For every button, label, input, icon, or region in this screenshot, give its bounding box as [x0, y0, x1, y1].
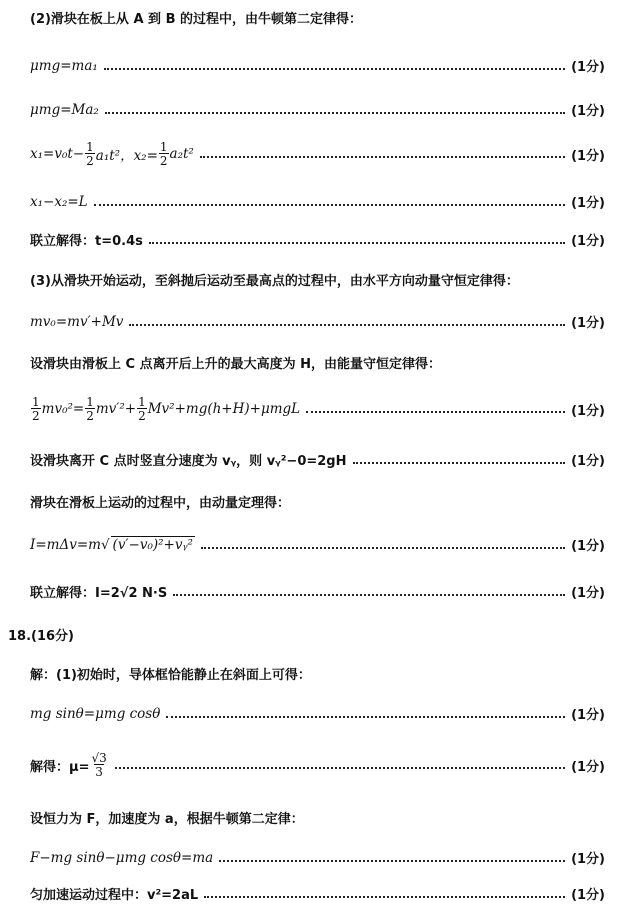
leader-dots — [115, 765, 565, 769]
leader-dots — [173, 592, 565, 596]
leader-dots — [204, 894, 565, 898]
eq-impulse: I=mΔv=m √ (v′−v₀)²+vᵧ² (1分) — [30, 536, 605, 554]
energy-heading: 设滑块由滑板上 C 点离开后上升的最大高度为 H，由能量守恒定律得： — [30, 357, 441, 372]
q18-part1-heading: 解：(1)初始时，导体框恰能静止在斜面上可得： — [30, 668, 311, 683]
eq-solve-impulse: 联立解得：I=2√2 N·S (1分) — [30, 586, 605, 601]
fraction: $\frac{1}{2}$ — [138, 395, 146, 423]
eq-solve-mu: 解得：μ= $\frac{√3}{3}$ (1分) — [30, 751, 605, 779]
eq-solve-time: 联立解得：t=0.4s (1分) — [30, 234, 605, 249]
eq-friction-block: μmg=ma₁ (1分) — [30, 57, 605, 75]
fraction: $\frac{1}{2}$ — [86, 395, 94, 423]
leader-dots — [94, 202, 565, 206]
eq-momentum: mv₀=mv′+Mv (1分) — [30, 313, 605, 331]
leader-dots — [166, 714, 565, 718]
leader-dots — [129, 322, 565, 326]
fraction: $\frac{√3}{3}$ — [91, 751, 107, 779]
part3-heading: (3)从滑块开始运动，至斜抛后运动至最高点的过程中，由水平方向动量守恒定律得： — [30, 274, 519, 289]
eq-static-balance: mg sinθ=μmg cosθ (1分) — [30, 705, 605, 723]
impulse-heading: 滑块在滑板上运动的过程中，由动量定理得： — [30, 496, 291, 511]
sqrt-sign: √ — [100, 536, 110, 553]
leader-dots — [219, 858, 565, 862]
leader-dots — [105, 110, 565, 114]
eq-kinematics: 匀加速运动过程中：v²=2aL (1分) — [30, 888, 605, 903]
fraction: $\frac{1}{2}$ — [86, 140, 94, 168]
leader-dots — [353, 460, 566, 464]
eq-newton-second: F−mg sinθ−μmg cosθ=ma (1分) — [30, 849, 605, 867]
eq-relative-length: x₁−x₂=L (1分) — [30, 193, 605, 211]
eq-friction-board: μmg=Ma₂ (1分) — [30, 101, 605, 119]
fraction: $\frac{1}{2}$ — [32, 395, 40, 423]
fraction: $\frac{1}{2}$ — [159, 140, 168, 168]
eq-energy: $\frac{1}{2}$ mv₀²= $\frac{1}{2}$ mv′²+ $\frac{1}{2}$ Mv²+mg(h+H)+μmgL (1分) — [32, 395, 605, 423]
leader-dots — [149, 240, 565, 244]
leader-dots — [306, 409, 565, 413]
leader-dots — [104, 66, 565, 70]
part2-heading: (2)滑块在板上从 A 到 B 的过程中，由牛顿第二定律得： — [30, 12, 363, 27]
eq-vertical-velocity: 设滑块离开 C 点时竖直分速度为 vᵧ，则 vᵧ²−0=2gH (1分) — [30, 454, 605, 469]
force-heading: 设恒力为 F，加速度为 a，根据牛顿第二定律： — [30, 812, 304, 827]
leader-dots — [201, 545, 565, 549]
eq-displacements: x₁=v₀t− $\frac{1}{2}$ a₁t²，x₂= $\frac{1}{2}$ a₂t² (1分) — [30, 140, 605, 168]
question-18-heading: 18.(16分) — [8, 629, 75, 644]
leader-dots — [200, 154, 565, 158]
